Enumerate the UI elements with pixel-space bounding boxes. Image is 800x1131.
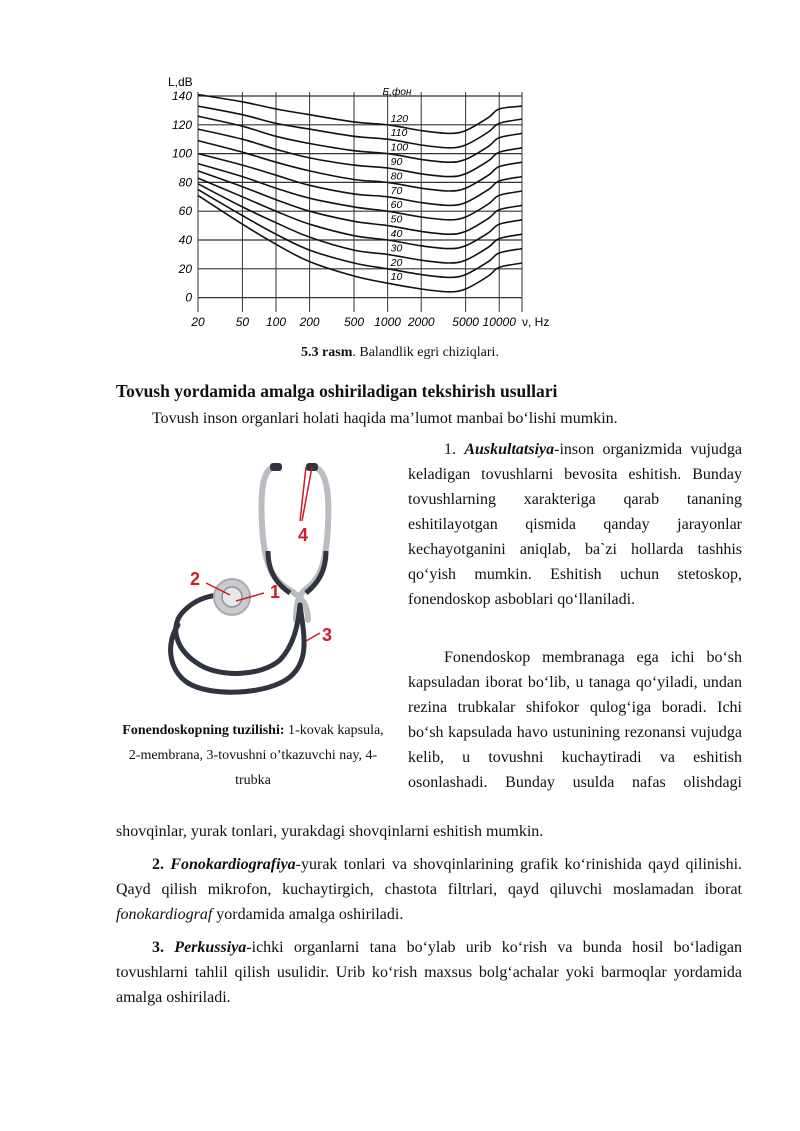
curve-value-label: 10 — [390, 271, 403, 284]
curve-value-label: 60 — [390, 199, 403, 212]
stethoscope-caption-title: Fonendoskopning tuzilishi: — [122, 723, 285, 738]
figure-caption-text: . Balandlik egri chiziqlari. — [352, 345, 499, 360]
item-fonokardiografiya — [116, 852, 742, 927]
x-tick-label: 2000 — [407, 315, 435, 329]
y-tick-label: 20 — [178, 261, 192, 276]
intro-paragraph: Tovush inson organlari holati haqida ma’lumot manbai bo‘lishi mumkin. — [152, 410, 618, 427]
stethoscope-caption — [122, 718, 384, 793]
curve-value-label: 80 — [390, 170, 403, 183]
stethoscope-image — [160, 455, 380, 710]
figure-number: 5.3 rasm — [301, 345, 353, 360]
curve-label: E,фон — [382, 87, 412, 98]
x-axis-label: ν, Hz — [522, 315, 550, 329]
item1-number: 1. — [444, 441, 465, 458]
section-heading: Tovush yordamida amalga oshiriladigan tekshirish usullari — [116, 381, 558, 401]
item1-text: -inson organizmida vujudga keladigan tovushlarni bevosita eshitish. Bunday tovushlarning xarakteriga qarab tananing eshitilayotgan qismida qanday jarayonlar kechayotganini aniqlab, ba`zi hollarda tashhis qo‘yish mumkin. Eshitish uchun stetoskop, fonendoskop asboblari qo‘llaniladi. — [408, 441, 743, 608]
item1-term: Auskultatsiya — [464, 441, 555, 458]
item3-text: -ichki organlarni tana bo‘ylab urib ko‘rish va bunda hosil bo‘ladigan tovushlarni tahlil qilish usulidir. Urib ko‘rish maxsus bolg‘achalar yoki barmoqlar yordamida amalga oshiriladi. — [116, 939, 743, 1006]
y-tick-label: 100 — [171, 146, 192, 161]
fonendoskop-paragraph: Fonendoskop membranaga ega ichi bo‘sh kapsuladan iborat bo‘lib, u tanaga qo‘yiladi, undan rezina trubkalar shifokor qulog‘iga boradi. Ichi bo‘sh kapsulada havo ustunining rezonansi vujudga kelib, u tovushni kuchaytiradi va eshitish osonlashadi. Bunday usulda nafas olishdagi — [408, 649, 742, 791]
y-tick-label: 0 — [185, 290, 192, 305]
item-perkussiya — [116, 935, 742, 1010]
loudness-curve-20 — [198, 190, 522, 278]
item2-term: Fonokardiografiya — [170, 856, 296, 873]
stethoscope-caption-text: 1-kovak kapsula, 2-membrana, 3-tovushni o’tkazuvchi nay, 4-trubka — [128, 723, 384, 788]
item3-term: Perkussiya — [174, 939, 247, 956]
loudness-curve-30 — [198, 184, 522, 263]
item2-text: -yurak tonlari va shovqinlarining grafik ko‘rinishida qayd qilinishi. Qayd qilish mikrofon, kuchaytirgich, chastota filtrlari, qayd qiluvchi moslamadan iborat — [116, 856, 743, 898]
item2-number: 2. — [152, 856, 164, 873]
y-tick-label: 140 — [171, 89, 192, 103]
curve-value-label: 90 — [390, 156, 403, 168]
curve-value-label: 30 — [390, 242, 403, 255]
y-tick-label: 40 — [178, 233, 192, 247]
curve-value-label: 50 — [390, 213, 403, 226]
callout-4: 4 — [298, 525, 309, 545]
x-tick-label: 500 — [344, 315, 365, 329]
curve-value-label: 20 — [390, 256, 403, 269]
y-axis-label: L,dB — [168, 75, 193, 89]
x-tick-label: 100 — [265, 315, 287, 329]
curve-value-label: 110 — [390, 127, 408, 140]
loudness-chart-svg — [160, 72, 560, 334]
x-tick-label: 50 — [235, 315, 250, 329]
x-tick-label: 5000 — [452, 315, 479, 329]
item-auskultatsiya — [408, 437, 742, 612]
curve-value-label: 40 — [390, 228, 403, 240]
x-tick-label: 1000 — [374, 315, 401, 329]
x-tick-label: 200 — [299, 315, 320, 329]
item3-number: 3. — [152, 939, 164, 956]
figure-caption — [0, 345, 800, 361]
y-tick-label: 120 — [171, 117, 192, 132]
fonendoskop-paragraph-end: shovqinlar, yurak tonlari, yurakdagi shovqinlarni eshitish mumkin. — [116, 823, 544, 840]
loudness-chart — [160, 72, 560, 334]
curve-value-label: 70 — [390, 184, 403, 197]
x-tick-label: 20 — [191, 315, 205, 329]
curve-value-label: 100 — [390, 141, 409, 154]
stethoscope-illustration — [160, 455, 380, 710]
x-tick-label: 10000 — [482, 315, 516, 329]
item2-text-end: yordamida amalga oshiriladi. — [212, 906, 404, 923]
item2-fonokardiograf: fonokardiograf — [116, 906, 213, 923]
callout-3: 3 — [322, 625, 333, 645]
curve-value-label: 120 — [390, 112, 409, 125]
y-tick-label: 60 — [178, 204, 192, 219]
callout-1: 1 — [270, 582, 281, 602]
callout-2: 2 — [190, 569, 201, 589]
y-tick-label: 80 — [178, 175, 192, 190]
